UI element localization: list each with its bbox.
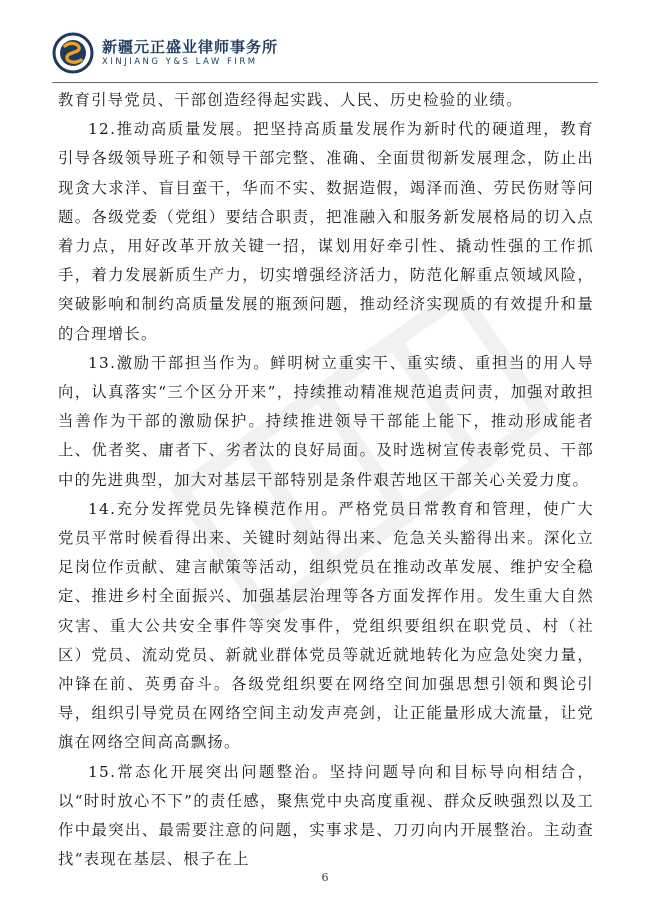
firm-name-en: XINJIANG Y&S LAW FIRM [102, 57, 258, 67]
document-body [58, 86, 594, 874]
paragraph-item-12: 12.推动高质量发展。把坚持高质量发展作为新时代的硬道理，教育引导各级领导班子和领导干部完整、准确、全面贯彻新发展理念，防止出现贪大求洋、盲目蛮干，华而不实、数据造假，竭泽而渔、劳民伤财等问题。各级党委（党组）要结合职责，把准融入和服务新发展格局的切入点着力点，用好改革开放关键一招，谋划用好牵引性、撬动性强的工作抓手，着力发展新质生产力，切实增强经济活力，防范化解重点领域风险，突破影响和制约高质量发展的瓶颈问题，推动经济实现质的有效提升和量的合理增长。 [58, 120, 594, 343]
header-divider [52, 82, 598, 83]
firm-name-cn: 新疆元正盛业律师事务所 [102, 38, 279, 56]
document-header [52, 30, 278, 76]
paragraph-item-15: 15.常态化开展突出问题整治。坚持问题导向和目标导向相结合，以“时时放心不下”的责任感，聚焦党中央高度重视、群众反映强烈以及工作中最突出、最需要注意的问题，实事求是、刀刃向内开展整治。主动查找“表现在基层、根子在上 [58, 762, 594, 869]
paragraph-item-14: 14.充分发挥党员先锋模范作用。严格党员日常教育和管理，使广大党员平常时候看得出来、关键时刻站得出来、危急关头豁得出来。深化立足岗位作贡献、建言献策等活动，组织党员在推动改革发展、维护安全稳定、推进乡村全面振兴、加强基层治理等各方面发挥作用。发生重大自然灾害、重大公共安全事件等突发事件，党组织要组织在职党员、村（社区）党员、流动党员、新就业群体党员等就近就地转化为应急处突力量，冲锋在前、英勇奋斗。各级党组织要在网络空间加强思想引领和舆论引导，组织引导党员在网络空间主动发声亮剑，让正能量形成大流量，让党旗在网络空间高高飘扬。 [58, 499, 594, 752]
paragraph-item-13: 13.激励干部担当作为。鲜明树立重实干、重实绩、重担当的用人导向，认真落实“三个区分开来”，持续推动精准规范追责问责，加强对敢担当善作为干部的激励保护。持续推进领导干部能上能下，推动形成能者上、优者奖、庸者下、劣者汰的良好局面。及时选树宣传表彰党员、干部中的先进典型，加大对基层干部特别是条件艰苦地区干部关心关爱力度。 [58, 353, 594, 489]
paragraph-continuation: 教育引导党员、干部创造经得起实践、人民、历史检验的业绩。 [58, 91, 523, 109]
page-number: 6 [321, 871, 329, 884]
law-firm-logo-icon [52, 32, 94, 74]
